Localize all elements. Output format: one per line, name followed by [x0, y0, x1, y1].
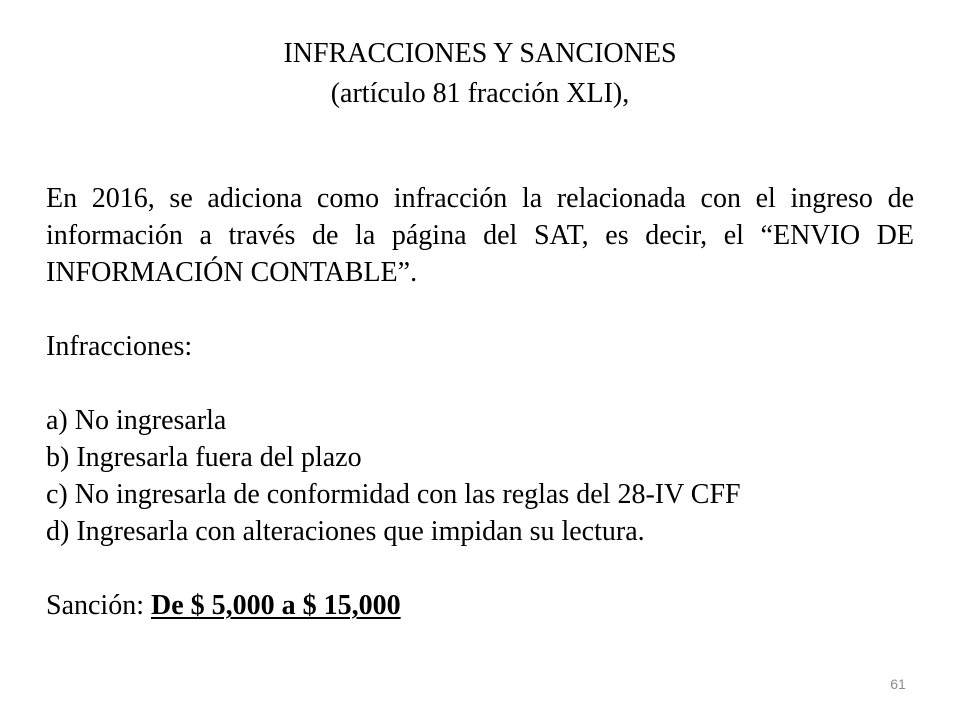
list-item-c: c) No ingresarla de conformidad con las reglas del 28-IV CFF: [46, 479, 741, 510]
list-item-a: a) No ingresarla: [46, 405, 227, 436]
slide-title: [0, 34, 960, 114]
title-line-1: INFRACCIONES Y SANCIONES: [283, 38, 677, 69]
list-item-b: b) Ingresarla fuera del plazo: [46, 442, 362, 473]
sancion-line: [46, 587, 914, 624]
intro-paragraph: En 2016, se adiciona como infracción la relacionada con el ingreso de información a través de la página del SAT, es decir, el “ENVIO DE INFORMACIÓN CONTABLE”.: [46, 183, 914, 288]
list-item-d: d) Ingresarla con alteraciones que impidan su lectura.: [46, 516, 645, 547]
sancion-label: Sanción:: [46, 590, 151, 621]
page-number: 61: [890, 676, 906, 692]
sancion-value: De $ 5,000 a $ 15,000: [151, 590, 401, 621]
infracciones-list: [46, 402, 914, 550]
slide-body: [46, 180, 914, 624]
infracciones-heading: Infracciones:: [46, 331, 193, 362]
title-line-2: (artículo 81 fracción XLI),: [330, 78, 630, 109]
